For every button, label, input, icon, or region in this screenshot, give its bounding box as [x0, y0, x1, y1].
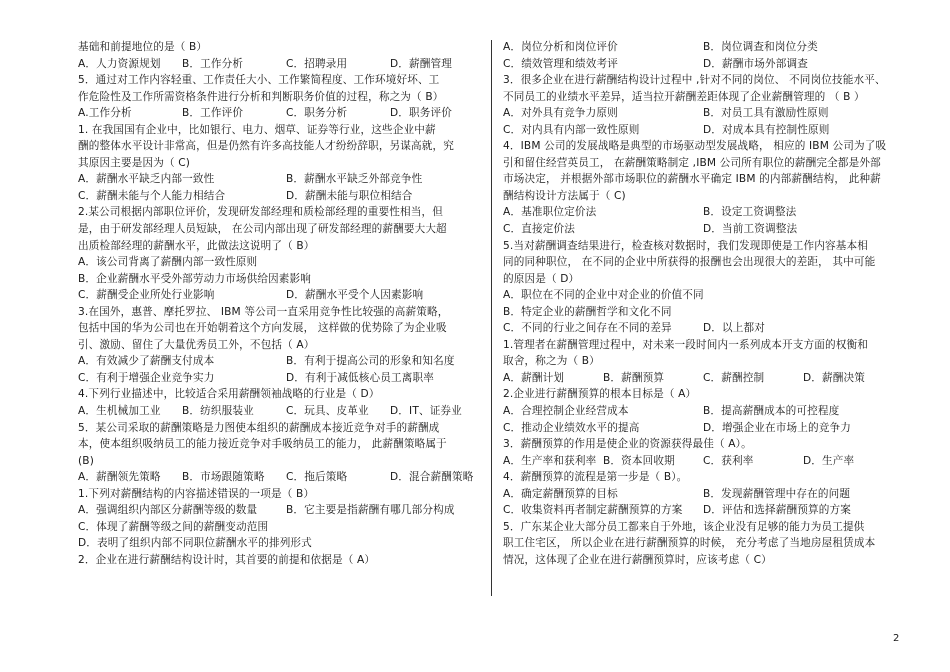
options-row	[503, 123, 903, 140]
option-text: A．强调组织内部区分薪酬等级的数量	[78, 504, 258, 517]
option-text: D．生产率	[803, 454, 855, 467]
text-line: 同的同种职位， 在不同的企业中所获得的报酬也会出现很大的差距， 其中可能	[503, 256, 876, 269]
text-line: 2.企业进行薪酬预算的根本目标是（ A）	[503, 388, 697, 401]
text-line: 作危险性及工作所需资格条件进行分析和判断职务价值的过程，称之为（ B）	[78, 90, 444, 103]
option-text: D．IT、证券业	[390, 405, 462, 418]
text-line: 4．IBM 公司的发展战略是典型的市场驱动型发展战略， 相应的 IBM 公司为了吸	[503, 140, 887, 153]
text-line: 5.当对薪酬调查结果进行，检查核对数据时，我们发现即使是工作内容基本相	[503, 239, 868, 252]
options-row	[78, 503, 494, 520]
option-text: A．岗位分析和岗位评价	[503, 41, 618, 53]
text-line: 5．通过对工作内容轻重、工作责任大小、工作繁简程度、工作环境好坏、工	[78, 74, 440, 87]
option-text: B．市场跟随策略	[182, 471, 265, 484]
option-text: B．发现薪酬管理中存在的问题	[703, 487, 851, 500]
option-text: D．薪酬管理	[390, 57, 453, 70]
option-text: A．薪酬领先策略	[78, 471, 161, 484]
text-line: 基础和前提地位的是（ B）	[78, 41, 208, 53]
option-text: A．薪酬水平缺乏内部一致性	[78, 173, 215, 186]
option-text: A.工作分析	[78, 107, 132, 120]
text-line: 1. 在我国国有企业中，比如银行、电力、烟草、证券等行业，这些企业中薪	[78, 123, 436, 136]
left-column	[78, 40, 494, 570]
options-row	[503, 205, 903, 222]
text-line: 包括中国的华为公司也在开始朝着这个方向发展， 这样做的优势除了为企业吸	[78, 322, 447, 335]
column-divider	[491, 40, 492, 596]
option-text: D．对成本具有控制性原则	[703, 123, 830, 136]
options-row	[503, 503, 903, 520]
text-line: A．该公司背离了薪酬内部一致性原则	[78, 256, 258, 269]
text-line: 情况，这体现了企业在进行薪酬预算时，应该考虑（ C）	[503, 553, 772, 566]
option-text: C．对内具有内部一致性原则	[503, 123, 640, 136]
option-text: B．设定工资调整法	[703, 206, 797, 219]
options-row	[503, 57, 903, 74]
text-line: 的原因是（ D）	[503, 272, 580, 285]
text-line: 职工住宅区， 所以企业在进行薪酬预算的时候， 充分考虑了当地房屋租赁成本	[503, 537, 876, 550]
options-row	[503, 454, 903, 471]
text-line: 酬结构设计方法属于（ C)	[503, 189, 626, 202]
option-text: C．薪酬未能与个人能力相结合	[78, 189, 226, 202]
option-text: B．岗位调查和岗位分类	[703, 41, 818, 53]
option-text: D．增强企业在市场上的竞争力	[703, 421, 851, 434]
option-text: A．生机械加工业	[78, 405, 161, 418]
option-text: D．评估和选择薪酬预算的方案	[703, 504, 851, 517]
text-line: 5．广东某企业大部分员工都来自于外地，该企业没有足够的能力为员工提供	[503, 520, 865, 533]
option-text: D．当前工资调整法	[703, 223, 798, 236]
text-line: 2．企业在进行薪酬结构设计时，其首要的前提和依据是（ A）	[78, 553, 376, 566]
option-text: C．薪酬受企业所处行业影响	[78, 289, 215, 302]
text-line: 3.在国外，惠普、摩托罗拉、 IBM 等公司一直采用竞争性比较强的高薪策略，	[78, 305, 449, 318]
option-text: B．纺织服装业	[182, 405, 254, 418]
text-line: A．职位在不同的企业中对企业的价值不同	[503, 289, 704, 302]
options-row	[503, 106, 903, 123]
options-row	[78, 371, 494, 388]
text-line: 出质检部经理的薪酬水平，此做法这说明了（ B）	[78, 239, 315, 252]
text-line: 市场决定， 并根据外部市场职位的薪酬水平确定 IBM 的内部薪酬结构， 此种薪	[503, 173, 881, 186]
text-line: 4.下列行业描述中，比较适合采用薪酬领袖战略的行业是（ D）	[78, 388, 380, 401]
text-line: D．表明了组织内部不同职位薪酬水平的排列形式	[78, 537, 312, 550]
text-line: 本，使本组织吸纳员工的能力接近竞争对手吸纳员工的能力， 此薪酬策略属于	[78, 438, 447, 451]
text-line: 4．薪酬预算的流程是第一步是（ B）。	[503, 471, 688, 484]
option-text: C．绩效管理和绩效考评	[503, 57, 618, 70]
option-text: C．收集资料再者制定薪酬预算的方案	[503, 504, 683, 517]
page-number: 2	[893, 633, 900, 644]
option-text: B．工作评价	[182, 107, 244, 120]
options-row	[503, 487, 903, 504]
option-text: B．它主要是指薪酬有哪几部分构成	[286, 504, 455, 517]
options-row	[78, 106, 494, 123]
option-text: A．对外具有竞争力原则	[503, 107, 618, 120]
options-row	[78, 288, 494, 305]
options-row	[78, 189, 494, 206]
right-column	[503, 40, 903, 570]
option-text: D．薪酬市场外部调查	[703, 57, 809, 70]
option-text: B．对员工具有激励性原则	[703, 107, 829, 120]
option-text: A．薪酬计划	[503, 371, 565, 384]
text-line: B．企业薪酬水平受外部劳动力市场供给因素影响	[78, 272, 312, 285]
option-text: C．获利率	[703, 454, 754, 467]
option-text: A．确定薪酬预算的目标	[503, 487, 618, 500]
options-row	[78, 470, 494, 487]
text-line: 是，由于研发部经理人员短缺， 在公司内部出现了研发部经理的薪酬要大大超	[78, 223, 447, 236]
option-text: D．混合薪酬策略	[390, 471, 474, 484]
option-text: D．以上都对	[703, 322, 766, 335]
options-row	[503, 404, 903, 421]
text-line: (B)	[78, 454, 94, 467]
text-line: 5．某公司采取的薪酬策略是力图使本组织的薪酬成本接近竞争对手的薪酬成	[78, 421, 440, 434]
text-line: 3．很多企业在进行薪酬结构设计过程中 ,针对不同的岗位、 不同岗位技能水平、	[503, 74, 886, 87]
options-row	[78, 404, 494, 421]
text-line: 1.下列对薪酬结构的内容描述错误的一项是（ B）	[78, 487, 315, 500]
options-row	[503, 40, 903, 57]
option-text: C．不同的行业之间存在不同的差异	[503, 322, 672, 335]
text-line: C．体现了薪酬等级之间的薪酬变动范围	[78, 520, 269, 533]
option-text: B．资本回收期	[603, 454, 675, 467]
text-line: 其原因主要是因为（ C)	[78, 156, 191, 169]
option-text: C．薪酬控制	[703, 371, 765, 384]
text-line: 1.管理者在薪酬管理过程中，对未来一段时间内一系列成本开支方面的权衡和	[503, 338, 868, 351]
text-line: 3．薪酬预算的作用是使企业的资源获得最佳（ A）。	[503, 438, 752, 451]
option-text: B．工作分析	[182, 57, 244, 70]
option-text: A．合理控制企业经营成本	[503, 405, 629, 418]
options-row	[503, 371, 903, 388]
option-text: C．有利于增强企业竞争实力	[78, 371, 215, 384]
options-row	[78, 172, 494, 189]
option-text: B．有利于提高公司的形象和知名度	[286, 355, 455, 368]
text-line: 取舍，称之为（ B）	[503, 355, 600, 368]
option-text: D．薪酬未能与职位相结合	[286, 189, 413, 202]
option-text: C．招聘录用	[286, 57, 348, 70]
option-text: D．有利于减低核心员工离职率	[286, 371, 434, 384]
option-text: A．有效减少了薪酬支付成本	[78, 355, 215, 368]
text-line: 酬的整体水平设计非常高，但是仍然有许多高技能人才纷纷辞职，另谋高就，究	[78, 140, 455, 153]
options-row	[78, 354, 494, 371]
options-row	[503, 222, 903, 239]
option-text: A．人力资源规划	[78, 57, 161, 70]
option-text: B．薪酬水平缺乏外部竞争性	[286, 173, 423, 186]
options-row	[503, 321, 903, 338]
options-row	[503, 421, 903, 438]
text-line: B．特定企业的薪酬哲学和文化不同	[503, 305, 672, 318]
options-row	[78, 57, 494, 74]
text-line: 引、激励、留住了大量优秀员工外，不包括（ A）	[78, 338, 315, 351]
option-text: B．薪酬预算	[603, 371, 665, 384]
option-text: C．拖后策略	[286, 471, 348, 484]
option-text: B．提高薪酬成本的可控程度	[703, 405, 840, 418]
option-text: D．薪酬水平受个人因素影响	[286, 289, 424, 302]
option-text: D．职务评价	[390, 107, 453, 120]
option-text: C．职务分析	[286, 107, 348, 120]
text-line: 引和留住经营英员工， 在薪酬策略制定 ,IBM 公司所有职位的薪酬完全都是外部	[503, 156, 881, 169]
text-line: 2.某公司根据内部职位评价，发现研发部经理和质检部经理的重要性相当，但	[78, 206, 443, 219]
option-text: C．推动企业绩效水平的提高	[503, 421, 640, 434]
text-line: 不同员工的业绩水平差异，适当拉开薪酬差距体现了企业薪酬管理的 （ B ）	[503, 90, 865, 103]
option-text: A．基准职位定价法	[503, 206, 597, 219]
option-text: C．玩具、皮革业	[286, 405, 369, 418]
option-text: A．生产率和获利率	[503, 454, 597, 467]
option-text: C．直接定价法	[503, 223, 576, 236]
option-text: D．薪酬决策	[803, 371, 866, 384]
